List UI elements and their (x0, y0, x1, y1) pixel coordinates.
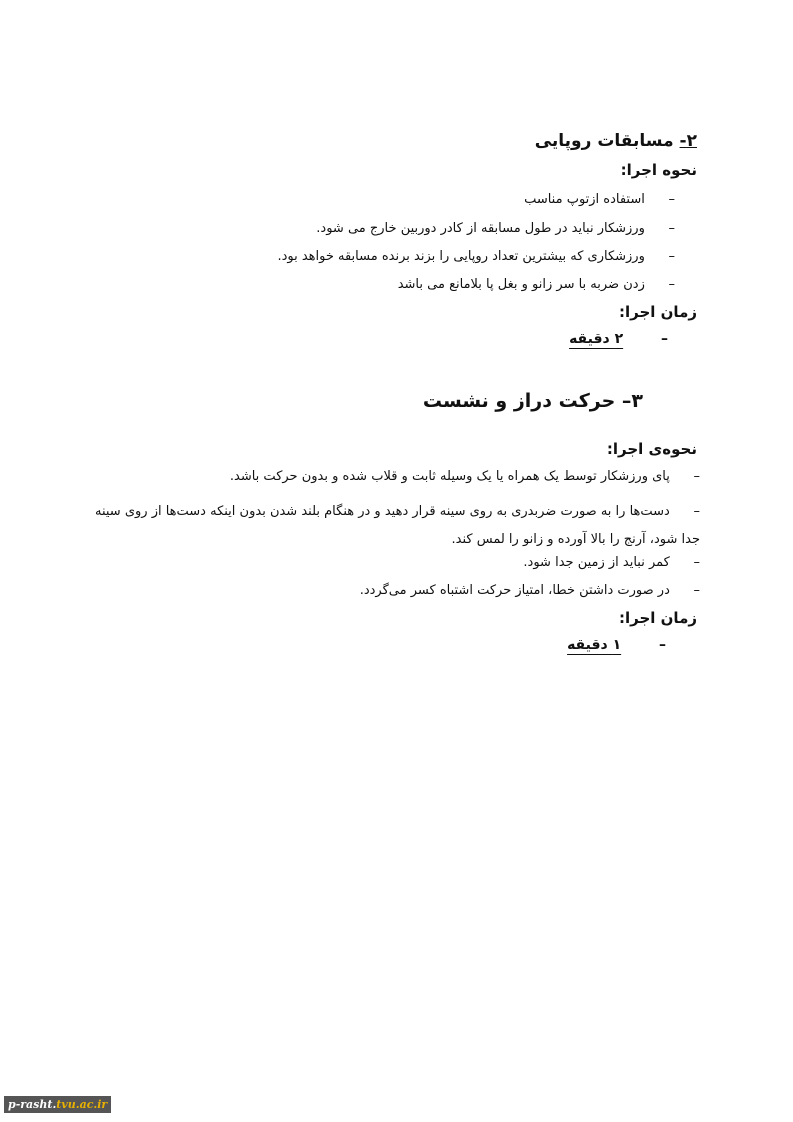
list-item (316, 219, 675, 239)
section-3-duration (567, 637, 666, 653)
list-item (524, 190, 675, 210)
list-item-text: ورزشکاری که بیشترین تعداد روپایی را بزند برنده مسابقه خواهد بود. (277, 249, 645, 264)
list-item (523, 553, 700, 573)
bullet-dash: – (661, 331, 668, 347)
list-item (277, 247, 675, 267)
section-2-procedure-label: نحوه اجرا: (620, 161, 697, 179)
bullet-dash: – (668, 249, 675, 264)
list-item (398, 275, 675, 295)
list-item (230, 467, 700, 487)
footer-site-domain: tvu.ac.ir (56, 1098, 108, 1111)
section-2-duration (569, 331, 668, 347)
section-3-procedure-label: نحوه‌ی اجرا: (606, 440, 697, 458)
bullet-dash: – (668, 192, 675, 207)
list-item-text: استفاده ازتوپ مناسب (524, 192, 645, 207)
list-item-text: ورزشکار نباید در طول مسابقه از کادر دوربین خارج می شود. (316, 221, 645, 236)
bullet-dash: – (668, 221, 675, 236)
list-item-text: زدن ضربه با سر زانو و بغل پا بلامانع می باشد (397, 277, 645, 292)
section-2-heading (535, 131, 697, 151)
list-item-text: پای ورزشکار توسط یک همراه یا یک وسیله ثابت و قلاب شده و بدون حرکت باشد. (229, 469, 670, 484)
duration-value: ۲ دقیقه (569, 331, 624, 347)
list-item-text: کمر نباید از زمین جدا شود. (523, 555, 670, 570)
list-item (360, 581, 700, 601)
bullet-dash: – (693, 583, 700, 598)
list-item (90, 498, 700, 554)
bullet-dash: – (668, 277, 675, 292)
bullet-dash: – (659, 637, 666, 653)
section-3-heading: ۳– حرکت دراز و نشست (422, 390, 643, 412)
list-item-text: دست‌ها را به صورت ضربدری به روی سینه قرار دهید و در هنگام بلند شدن بدون اینکه دست‌ها از روی سینه جدا شود، آرنج را بالا آورده و زانو را لمس کند. (94, 504, 700, 547)
bullet-dash: – (693, 555, 700, 570)
section-2-title: مسابقات روپایی (534, 131, 674, 151)
bullet-dash: – (693, 504, 700, 519)
footer-site-badge[interactable] (4, 1096, 111, 1113)
bullet-dash: – (693, 469, 700, 484)
footer-site-prefix: p-rasht. (8, 1098, 57, 1111)
section-2-time-label: زمان اجرا: (618, 303, 697, 321)
section-3-time-label: زمان اجرا: (618, 609, 697, 627)
list-item-text: در صورت داشتن خطا، امتیاز حرکت اشتباه کسر می‌گردد. (359, 583, 670, 598)
section-2-number: ۲- (679, 131, 697, 151)
duration-value: ۱ دقیقه (567, 637, 622, 653)
